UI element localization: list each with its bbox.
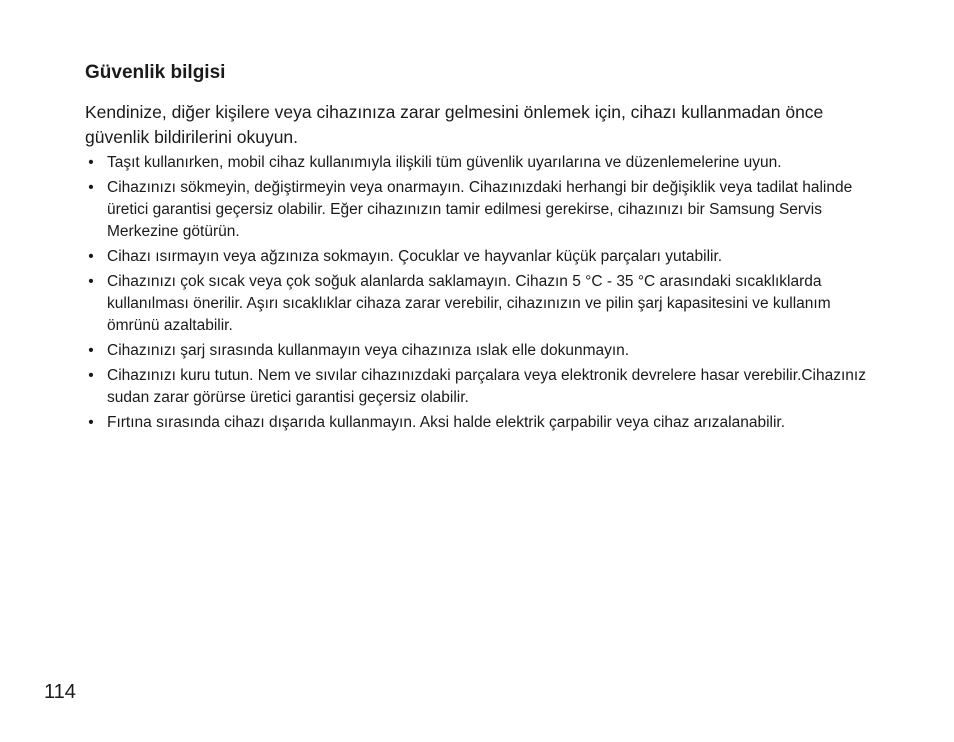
bullet-icon: • (88, 367, 94, 384)
page-number: 114 (44, 681, 76, 703)
intro-paragraph: Kendinize, diğer kişilere veya cihazınıza zarar gelmesini önlemek için, cihazı kullanmadan önce güvenlik bildirilerini okuyun. (85, 102, 824, 147)
bullet-icon: • (88, 342, 94, 359)
list-item (85, 246, 885, 268)
list-item (85, 271, 885, 337)
list-item-text: Fırtına sırasında cihazı dışarıda kullanmayın. Aksi halde elektrik çarpabilir veya cihaz arızalanabilir. (107, 414, 786, 431)
bullet-icon: • (88, 273, 94, 290)
safety-list (85, 152, 885, 434)
list-item (85, 152, 885, 174)
bullet-icon: • (88, 414, 94, 431)
list-item (85, 412, 885, 434)
bullet-icon: • (88, 179, 94, 196)
list-item-text: Cihazı ısırmayın veya ağzınıza sokmayın. Çocuklar ve hayvanlar küçük parçaları yutabilir. (107, 248, 723, 265)
list-item-text: Taşıt kullanırken, mobil cihaz kullanımıyla ilişkili tüm güvenlik uyarılarına ve düzenlemelerine uyun. (107, 154, 782, 171)
bullet-icon: • (88, 248, 94, 265)
list-item (85, 365, 885, 409)
list-item-text: Cihazınızı çok sıcak veya çok soğuk alanlarda saklamayın. Cihazın 5 °C - 35 °C arasındaki sıcaklıklarda kullanılması önerilir. Aşırı sıcaklıklar cihaza zarar verebilir, cihazınızın ve pilin şarj kapasitesini ve kullanım ömrünü azaltabilir. (107, 273, 831, 334)
list-item (85, 177, 885, 243)
list-item-text: Cihazınızı kuru tutun. Nem ve sıvılar cihazınızdaki parçalara veya elektronik devrelere hasar verebilir.Cihazınız sudan zarar görürse üretici garantisi geçersiz olabilir. (107, 367, 866, 406)
list-item-text: Cihazınızı sökmeyin, değiştirmeyin veya onarmayın. Cihazınızdaki herhangi bir değişiklik veya tadilat halinde üretici garantisi geçersiz olabilir. Eğer cihazınızın tamir edilmesi gerekirse, cihazınızı bir Samsung Servis Merkezine götürün. (107, 179, 853, 240)
document-page (85, 60, 885, 437)
section-title: Güvenlik bilgisi (85, 62, 226, 83)
list-item-text: Cihazınızı şarj sırasında kullanmayın veya cihazınıza ıslak elle dokunmayın. (107, 342, 630, 359)
list-item (85, 340, 885, 362)
bullet-icon: • (88, 154, 94, 171)
